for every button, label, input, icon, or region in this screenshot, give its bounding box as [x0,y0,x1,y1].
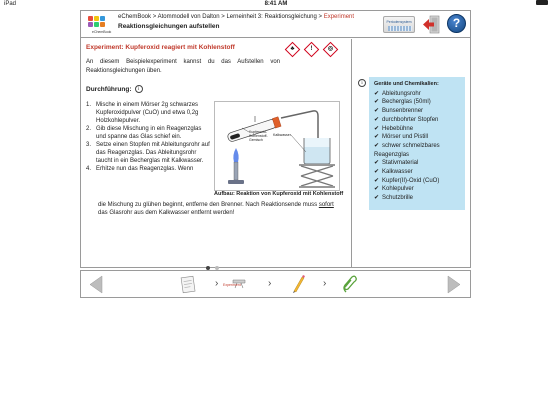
check-icon: ✔ [374,169,380,176]
check-icon: ✔ [374,99,380,106]
intro-text: An diesem Beispielexperiment kannst du das Aufstellen von Reaktionsgleichungen üben. [86,59,280,74]
step-number: 2. [86,126,92,132]
next-arrow-icon[interactable] [447,275,461,294]
list-item-label: durchbohrter Stopfen [382,116,439,123]
exit-button[interactable] [422,15,440,34]
list-item [374,177,460,186]
worksheet-icon[interactable] [178,274,198,294]
check-icon: ✔ [374,160,380,167]
check-icon: ✔ [374,108,380,115]
list-item [374,159,460,168]
status-bar [0,0,552,9]
periodic-table-label: Periodensystem [386,20,412,24]
step-text: Mische in einem Mörser 2g schwarzes Kupferoxidpulver (CuO) und etwa 0,2g Holzkohlepulver. [96,102,199,124]
chevron-right-icon: › [268,278,272,289]
list-item [374,151,460,160]
help-button[interactable]: ? [447,14,466,33]
check-icon: ✔ [374,195,380,202]
step-text: Gib diese Mischung in ein Reagenzglas und spanne das Glas schief ein. [96,126,202,140]
environment-hazard-icon [284,41,301,58]
step-number: 4. [86,166,92,172]
hazard-symbol: ♣ [290,46,295,52]
paperclip-icon[interactable] [341,274,357,295]
materials-list [369,77,465,210]
apparatus-illustration [215,102,339,190]
figure-caption: Aufbau: Reaktion von Kupferoxid mit Kohlenstoff [214,191,344,197]
svg-text:Kalkwasser: Kalkwasser [273,133,291,137]
procedure-heading-text: Durchführung: [86,85,132,93]
bottom-toolbar [80,270,471,298]
step-4-continued [86,201,354,217]
breadcrumb-item[interactable]: eChemBook [118,14,152,20]
list-item-label: Mörser und Pistill [382,134,429,141]
list-item [86,141,211,165]
carrier-label: iPad [4,1,17,7]
materials-heading: Geräte und Chemikalien: [374,81,439,87]
materials-sidebar [353,39,470,267]
procedure-heading [86,85,143,93]
step-text: die Mischung zu glühen beginnt, entferne den Brenner. Nach Reaktionsende muss [98,202,318,208]
list-item-label: Kupfer(II)-Oxid (CuO) [382,177,440,184]
clock: 8:41 AM [264,1,288,7]
list-item-label: Reagenzglas [374,151,410,158]
check-icon: ✔ [374,125,380,132]
hazard-symbols [284,41,339,58]
flame-over-circle-icon [322,41,339,58]
list-item-label: Kohlepulver [382,186,414,193]
check-icon: ✔ [374,116,380,123]
list-item-label: Ableitungsrohr [382,90,421,97]
info-icon[interactable]: i [358,79,366,87]
list-item-label: Bunsenbrenner [382,108,424,115]
list-item [374,90,460,99]
experiment-label: Experiment [223,283,241,287]
step-text: Erhitze nun das Reagenzglas. Wenn [96,166,194,172]
list-item [86,101,211,125]
list-item-label: Hebebühne [382,125,414,132]
list-item [374,168,460,177]
hazard-symbol: ◎ [327,46,334,52]
chevron-right-icon: › [323,278,327,289]
breadcrumb-current: Experiment [323,14,355,20]
pencil-icon[interactable] [288,274,308,294]
list-item-label: Kalkwasser [382,169,413,176]
step-text: das Glasrohr aus dem Kalkwasser entfernt werden! [98,210,235,216]
exit-door-icon [422,15,440,34]
list-item [86,125,211,141]
list-item [374,185,460,194]
list-item [374,125,460,134]
list-item [374,116,460,125]
step-text: Setze einen Stopfen mit Ableitungsrohr auf das Reagenzglas. Das Ableitungsrohr taucht in ein Becherglas mit Kalkwasser. [96,142,210,164]
list-item-label: Schutzbrille [382,195,414,202]
chevron-right-icon: › [215,278,219,289]
battery-icon [536,0,548,5]
list-item-label: Stativmaterial [382,160,419,167]
breadcrumb-separator: > [221,14,225,20]
list-item [374,107,460,116]
breadcrumb-item[interactable]: Atommodell von Dalton [157,14,220,20]
list-item [374,142,460,151]
page-title: Reaktionsgleichungen aufstellen [118,23,220,30]
periodic-table-button[interactable] [383,16,415,33]
step-emphasis: sofort [318,202,334,208]
list-item [86,165,211,173]
svg-text:Gemisch: Gemisch [249,138,263,142]
main-frame [80,10,471,268]
list-item-label: schwer schmelzbares [382,142,440,149]
list-item [374,98,460,107]
breadcrumb-separator: > [318,14,323,20]
svg-text:Kohlenstoff-: Kohlenstoff- [249,134,268,138]
check-icon: ✔ [374,186,380,193]
logo-text: eChemBook [92,30,112,34]
info-icon[interactable]: i [135,85,143,93]
check-icon: ✔ [374,90,380,97]
procedure-steps [86,101,211,173]
echembook-logo[interactable] [86,14,112,34]
step-number: 3. [86,142,92,148]
health-hazard-icon [303,41,320,58]
check-icon: ✔ [374,142,380,149]
breadcrumb-item[interactable]: Lerneinheit 3: Reaktionsgleichung [226,14,317,20]
list-item [374,133,460,142]
prev-arrow-icon[interactable] [89,275,103,294]
breadcrumb [118,14,354,20]
hazard-symbol: ! [310,46,313,52]
svg-text:Kupferoxid-: Kupferoxid- [249,130,267,134]
check-icon: ✔ [374,134,380,141]
breadcrumb-separator: > [152,14,157,20]
experiment-title: Experiment: Kupferoxid reagiert mit Kohlenstoff [86,44,235,51]
step-number: 1. [86,102,92,108]
experiment-panel [81,39,352,267]
apparatus-figure[interactable] [214,101,340,191]
periodic-table-icon [388,26,412,31]
header [81,11,470,38]
list-item-label: Becherglas (50ml) [382,99,431,106]
list-item [374,194,460,203]
check-icon: ✔ [374,177,380,184]
